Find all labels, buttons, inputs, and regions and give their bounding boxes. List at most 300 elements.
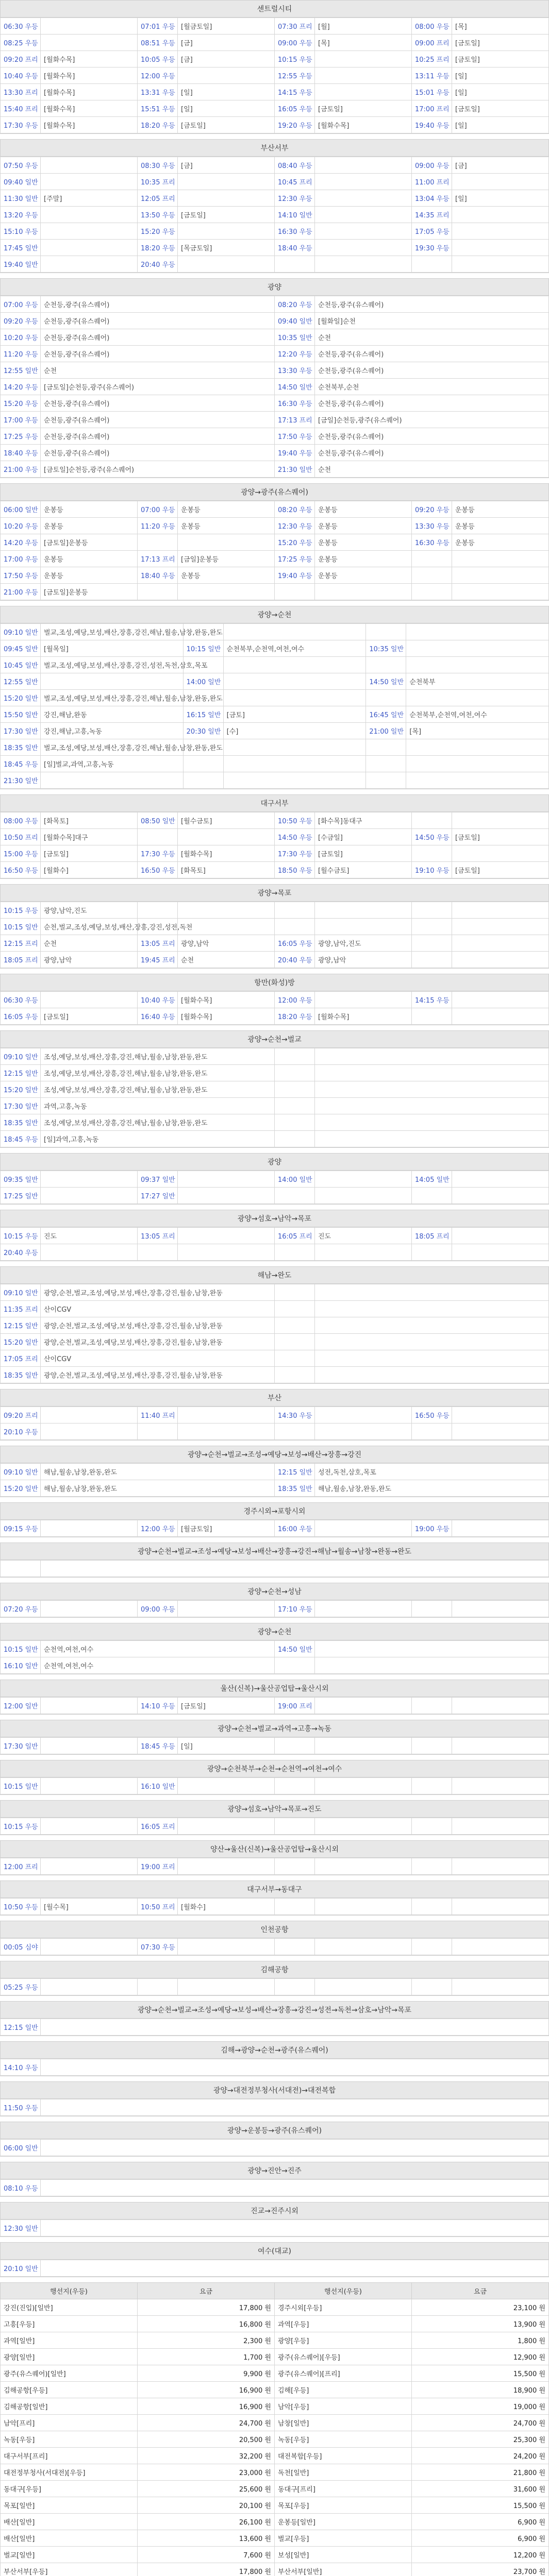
departure-note: 광양,남악	[41, 952, 138, 968]
route-section	[0, 1840, 549, 1875]
departure-time: 13:30 우등	[275, 362, 315, 379]
departure-note: [목]	[452, 18, 549, 35]
departure-note	[41, 2220, 549, 2236]
departure-time: 13:30 프리	[1, 84, 41, 100]
departure-time: 08:25 우등	[1, 35, 41, 51]
departure-note	[452, 1939, 549, 1955]
departure-time: 09:40 일반	[1, 174, 41, 190]
table-row	[1, 640, 549, 657]
table-row	[1, 567, 549, 584]
departure-time	[275, 1114, 315, 1131]
table-row	[1, 428, 549, 445]
departure-note	[315, 84, 412, 100]
departure-note: 해남,월송,남창,완동,완도	[41, 1480, 275, 1497]
departure-time: 19:40 우등	[275, 567, 315, 584]
departure-time: 20:10 일반	[1, 2260, 41, 2277]
departure-note: 산이CGV	[41, 1301, 275, 1317]
table-row	[1, 1657, 549, 1674]
departure-note: [주말]	[41, 190, 138, 207]
route-section-title: 항만(화성)방	[0, 974, 549, 991]
departure-note	[315, 1065, 549, 1081]
departure-time: 06:00 일반	[1, 2140, 41, 2156]
departure-time: 12:15 일반	[275, 1464, 315, 1480]
departure-time: 06:30 우등	[1, 18, 41, 35]
departure-time: 19:00 프리	[138, 1858, 178, 1875]
departure-time	[412, 256, 452, 273]
fare-amount: 17,800 원	[138, 2299, 275, 2316]
departure-time: 18:40 우등	[138, 567, 178, 584]
departure-time: 13:20 우등	[1, 207, 41, 223]
departure-note: [목]	[315, 35, 412, 51]
departure-note: 순천등,광주(유스퀘어)	[315, 445, 549, 461]
departure-time: 10:35 일반	[366, 640, 406, 657]
departure-note: [월화수]	[178, 1899, 275, 1915]
route-section	[0, 1760, 549, 1795]
departure-note	[452, 584, 549, 600]
departure-note	[315, 1131, 549, 1147]
departure-note: 순천	[178, 952, 275, 968]
departure-note	[41, 2180, 549, 2196]
departure-note: 운봉등	[315, 518, 412, 534]
fare-destination: 목포[일반]	[1, 2497, 138, 2514]
departure-time: 09:00 우등	[275, 35, 315, 51]
departure-time: 09:10 일반	[1, 1464, 41, 1480]
departure-time: 10:15 우등	[1, 902, 41, 919]
departure-note	[315, 1350, 549, 1367]
departure-time	[412, 812, 452, 829]
departure-note	[315, 1188, 412, 1204]
departure-time: 19:40 우등	[275, 445, 315, 461]
departure-note	[406, 640, 549, 657]
departure-time: 15:20 일반	[1, 1334, 41, 1350]
departure-note	[223, 624, 366, 640]
departure-note	[178, 67, 275, 84]
departure-time	[275, 1048, 315, 1065]
departure-note: 조성,예당,보성,배산,장흥,강진,해남,월송,남창,완동,완도	[41, 1114, 275, 1131]
fare-amount: 1,800 원	[412, 2332, 549, 2349]
departure-time: 17:30 일반	[1, 1098, 41, 1114]
departure-note: [월화수목]	[41, 67, 138, 84]
departure-note	[452, 1423, 549, 1440]
departure-note: 해남,월송,남창,완동,완도	[41, 1464, 275, 1480]
departure-note: [금토일]운봉등	[41, 584, 138, 600]
departure-note	[41, 1698, 138, 1714]
departure-time: 20:40 우등	[275, 952, 315, 968]
departure-time: 11:30 일반	[1, 190, 41, 207]
departure-note: 강진,해남,완동	[41, 706, 184, 723]
departure-note	[452, 1601, 549, 1617]
fare-amount: 15,500 원	[412, 2365, 549, 2382]
route-section	[0, 1210, 549, 1261]
departure-note: [일]	[178, 100, 275, 117]
route-section	[0, 884, 549, 969]
departure-note	[41, 992, 138, 1008]
departure-time: 14:00 일반	[275, 1171, 315, 1188]
departure-note: [금토일]	[315, 845, 412, 862]
departure-time: 08:00 우등	[1, 812, 41, 829]
table-row	[1, 829, 549, 845]
departure-note	[223, 657, 366, 673]
departure-note	[41, 2019, 549, 2036]
departure-note	[315, 190, 412, 207]
departure-note	[41, 1244, 138, 1261]
departure-note	[315, 902, 412, 919]
route-section	[0, 483, 549, 601]
departure-time	[412, 1601, 452, 1617]
route-section-title: 부산서부	[0, 139, 549, 157]
table-row	[1, 1114, 549, 1131]
fare-amount: 12,200 원	[412, 2547, 549, 2563]
departure-time	[275, 1858, 315, 1875]
departure-time: 16:50 우등	[1, 862, 41, 878]
departure-time: 11:20 우등	[138, 518, 178, 534]
departure-time: 10:35 일반	[275, 329, 315, 346]
departure-note	[41, 1407, 138, 1423]
departure-note: [월화수목]	[41, 100, 138, 117]
route-section-title: 광양	[0, 278, 549, 296]
route-section-title: 광양	[0, 1153, 549, 1171]
departure-note	[41, 1188, 138, 1204]
table-row	[1, 174, 549, 190]
departure-note: [월금토일]	[178, 1520, 275, 1537]
table-row	[1, 862, 549, 878]
fare-destination: 동대구[프리]	[275, 2481, 412, 2497]
departure-note: [일]	[178, 1738, 275, 1754]
departure-time: 15:51 우등	[138, 100, 178, 117]
departure-note: [월목일]	[41, 640, 184, 657]
departure-time	[412, 919, 452, 935]
departure-time: 08:30 우등	[138, 157, 178, 174]
table-row	[1, 706, 549, 723]
departure-note	[178, 1244, 275, 1261]
departure-grid	[0, 991, 549, 1025]
departure-grid	[0, 296, 549, 478]
departure-time: 10:15 일반	[1, 1778, 41, 1794]
departure-note	[178, 1171, 275, 1188]
departure-time: 10:15 일반	[1, 919, 41, 935]
departure-grid	[0, 1737, 549, 1754]
departure-note: 운봉등	[452, 501, 549, 518]
departure-time: 16:10 일반	[138, 1778, 178, 1794]
departure-time	[412, 1939, 452, 1955]
table-row	[1, 2481, 549, 2497]
table-row	[1, 812, 549, 829]
departure-time: 09:20 프리	[1, 51, 41, 67]
departure-note: [월화수]	[41, 862, 138, 878]
departure-time: 12:30 일반	[1, 2220, 41, 2236]
departure-time	[275, 1065, 315, 1081]
departure-grid	[0, 1520, 549, 1537]
departure-note	[41, 223, 138, 240]
departure-time: 15:20 일반	[1, 1081, 41, 1098]
departure-time: 17:50 우등	[275, 428, 315, 445]
departure-note: [수]	[223, 723, 366, 739]
departure-note	[178, 190, 275, 207]
departure-note	[406, 657, 549, 673]
table-row	[1, 84, 549, 100]
departure-time	[412, 1818, 452, 1835]
departure-note	[452, 919, 549, 935]
departure-note: [월수금토]	[315, 862, 412, 878]
departure-note: 조성,예당,보성,배산,장흥,강진,해남,월송,남창,완동,완도	[41, 1048, 275, 1065]
fare-destination: 독천[일반]	[275, 2464, 412, 2481]
departure-time: 09:10 일반	[1, 624, 41, 640]
departure-note: 운봉등	[178, 501, 275, 518]
route-section	[0, 1921, 549, 1956]
departure-note	[452, 935, 549, 952]
departure-note: [월화수목]	[315, 117, 412, 133]
departure-note	[178, 1228, 275, 1244]
departure-time: 13:04 우등	[412, 190, 452, 207]
departure-note	[452, 1818, 549, 1835]
fare-destination: 목포[우등]	[275, 2497, 412, 2514]
departure-note: [금토일]	[452, 862, 549, 878]
departure-time: 10:40 우등	[1, 67, 41, 84]
table-row	[1, 673, 549, 690]
departure-time: 07:01 우등	[138, 18, 178, 35]
departure-time: 13:05 프리	[138, 1228, 178, 1244]
table-row	[1, 1244, 549, 1261]
table-row	[1, 551, 549, 567]
departure-note	[41, 1979, 138, 1995]
departure-note	[315, 1601, 412, 1617]
departure-note	[315, 1367, 549, 1383]
departure-note	[178, 1778, 275, 1794]
table-row	[1, 1228, 549, 1244]
table-row	[1, 1301, 549, 1317]
departure-time	[412, 584, 452, 600]
departure-note	[178, 1858, 275, 1875]
departure-time: 16:50 우등	[138, 862, 178, 878]
departure-time: 14:10 우등	[1, 2059, 41, 2076]
table-row	[1, 240, 549, 256]
table-row	[1, 100, 549, 117]
fare-column-header: 행선지(우등)	[275, 2283, 412, 2299]
departure-time: 07:30 프리	[275, 18, 315, 35]
departure-time	[366, 739, 406, 756]
table-row	[1, 2448, 549, 2464]
departure-note: 광양,순천,벌교,조성,예당,보성,배산,장흥,강진,월송,남창,완동	[41, 1284, 275, 1301]
table-row	[1, 2260, 549, 2277]
departure-time: 14:20 우등	[1, 534, 41, 551]
departure-time: 10:15 우등	[1, 1228, 41, 1244]
route-section	[0, 1623, 549, 1674]
departure-time: 14:50 일반	[275, 379, 315, 395]
departure-time: 14:15 우등	[412, 992, 452, 1008]
departure-time	[412, 1244, 452, 1261]
fare-destination: 광양[우등]	[275, 2332, 412, 2349]
departure-note	[315, 1301, 549, 1317]
departure-grid	[0, 1818, 549, 1835]
departure-note	[315, 223, 412, 240]
route-section-title: 광양→순천→벌교	[0, 1030, 549, 1048]
departure-time: 17:00 우등	[1, 551, 41, 567]
departure-grid	[0, 2219, 549, 2236]
departure-time: 10:15 일반	[183, 640, 223, 657]
departure-note: [금토일]	[452, 51, 549, 67]
departure-note: 순천역,여천,여수	[41, 1657, 275, 1674]
table-row	[1, 902, 549, 919]
departure-note	[178, 902, 275, 919]
departure-note: 순천등,광주(유스퀘어)	[41, 296, 275, 313]
departure-note	[452, 1407, 549, 1423]
departure-time: 16:05 프리	[138, 1818, 178, 1835]
departure-note	[452, 845, 549, 862]
departure-time: 17:45 일반	[1, 240, 41, 256]
route-section	[0, 2202, 549, 2237]
departure-note: [월화수목]	[315, 1008, 412, 1025]
route-section	[0, 1720, 549, 1755]
departure-time	[138, 534, 178, 551]
departure-time	[412, 1188, 452, 1204]
table-row	[1, 2316, 549, 2332]
table-row	[1, 2497, 549, 2514]
departure-time: 15:01 우등	[412, 84, 452, 100]
departure-note: [금토일]	[315, 100, 412, 117]
departure-time	[275, 584, 315, 600]
departure-note: [월화일]순천	[315, 313, 549, 329]
departure-note	[41, 207, 138, 223]
route-section-title: 김해공항	[0, 1961, 549, 1978]
departure-note	[41, 1423, 138, 1440]
departure-time	[366, 624, 406, 640]
departure-note: [금토일]	[178, 207, 275, 223]
table-row	[1, 1188, 549, 1204]
departure-time: 11:20 우등	[1, 346, 41, 362]
departure-time: 20:40 우등	[1, 1244, 41, 1261]
route-section-title: 여수(대교)	[0, 2242, 549, 2260]
route-section-title: 경주시외→포항시외	[0, 1502, 549, 1520]
departure-note: [월수금토]	[178, 812, 275, 829]
departure-time: 13:05 프리	[138, 935, 178, 952]
table-row	[1, 461, 549, 478]
departure-time	[412, 1858, 452, 1875]
departure-note	[178, 1601, 275, 1617]
route-section	[0, 2001, 549, 2036]
departure-time: 18:40 우등	[1, 445, 41, 461]
departure-time	[275, 1317, 315, 1334]
fare-destination: 과역[일반]	[1, 2332, 138, 2349]
departure-note: 순천등,광주(유스퀘어)	[41, 412, 275, 428]
departure-note: [월금토일]	[178, 18, 275, 35]
departure-note	[41, 1601, 138, 1617]
departure-note	[315, 1423, 412, 1440]
departure-grid	[0, 1406, 549, 1440]
departure-note	[315, 240, 412, 256]
departure-time	[412, 935, 452, 952]
departure-note	[41, 1520, 138, 1537]
departure-time: 08:50 일반	[138, 812, 178, 829]
route-section-title: 광양→대전정부청사(서대전)→대전복합	[0, 2081, 549, 2099]
departure-note: [일]	[452, 84, 549, 100]
departure-note: [화수목]동대구	[315, 812, 412, 829]
departure-note: 순천등,광주(유스퀘어)	[41, 329, 275, 346]
departure-note: [금토일]순천등,광주(유스퀘어)	[41, 461, 275, 478]
table-row	[1, 1350, 549, 1367]
departure-time	[275, 902, 315, 919]
fare-destination: 고흥[우등]	[1, 2316, 138, 2332]
departure-time: 19:00 우등	[412, 1520, 452, 1537]
departure-note: 운봉등	[41, 501, 138, 518]
departure-note	[315, 1048, 549, 1065]
departure-time: 10:40 우등	[138, 992, 178, 1008]
departure-note: 순천	[41, 362, 275, 379]
table-row	[1, 1284, 549, 1301]
route-section	[0, 1030, 549, 1148]
table-row	[1, 1407, 549, 1423]
departure-time	[275, 1188, 315, 1204]
route-section	[0, 794, 549, 879]
table-row	[1, 2180, 549, 2196]
fare-destination: 대전복합[우등]	[275, 2448, 412, 2464]
departure-grid	[0, 1858, 549, 1875]
departure-time: 17:05 우등	[412, 223, 452, 240]
departure-note: 순천	[315, 461, 549, 478]
departure-note: 조성,예당,보성,배산,장흥,강진,해남,월송,남창,완동,완도	[41, 1081, 275, 1098]
departure-note	[452, 812, 549, 829]
fare-amount: 25,600 원	[138, 2481, 275, 2497]
departure-note: 순천등,광주(유스퀘어)	[315, 395, 549, 412]
departure-time: 10:50 우등	[1, 1899, 41, 1915]
departure-time: 11:40 프리	[138, 1407, 178, 1423]
departure-note: 순천역,여천,여수	[41, 1641, 275, 1657]
departure-note: [일]벌교,과역,고흥,녹동	[41, 756, 184, 772]
fare-destination: 벌교[우등]	[275, 2530, 412, 2547]
table-row	[1, 1899, 549, 1915]
departure-time: 09:00 우등	[412, 157, 452, 174]
departure-note	[41, 1778, 138, 1794]
departure-time: 16:15 일반	[183, 706, 223, 723]
departure-note: [금토일]순천등,광주(유스퀘어)	[41, 379, 275, 395]
table-row	[1, 379, 549, 395]
departure-note	[315, 256, 412, 273]
departure-note: 운봉등	[315, 534, 412, 551]
departure-note	[315, 1171, 412, 1188]
departure-note	[315, 174, 412, 190]
fare-amount: 20,100 원	[138, 2497, 275, 2514]
table-row	[1, 395, 549, 412]
departure-time: 17:30 우등	[138, 845, 178, 862]
departure-time: 14:30 우등	[275, 1407, 315, 1423]
departure-time: 17:00 우등	[1, 412, 41, 428]
fare-amount: 7,600 원	[138, 2547, 275, 2563]
departure-grid	[0, 1048, 549, 1147]
departure-grid	[0, 501, 549, 600]
departure-note: [금]	[178, 35, 275, 51]
departure-time	[138, 829, 178, 845]
route-section-title: 광양→목포	[0, 884, 549, 902]
route-section	[0, 1502, 549, 1537]
departure-time: 12:00 우등	[138, 1520, 178, 1537]
fare-destination: 광양[일반]	[1, 2349, 138, 2365]
departure-note: 운봉등	[41, 567, 138, 584]
departure-time: 21:00 우등	[1, 461, 41, 478]
departure-note: 순천,벌교,조성,예당,보성,배산,장흥,강진,성전,독천	[41, 919, 138, 935]
route-section-title: 광양→순천→벌교→조성→예당→보성→배산→장흥→강진	[0, 1446, 549, 1463]
fare-destination: 배산[일반]	[1, 2514, 138, 2530]
departure-grid	[0, 1171, 549, 1204]
departure-grid	[0, 2059, 549, 2076]
departure-time: 16:05 프리	[275, 1228, 315, 1244]
departure-time: 10:45 일반	[1, 657, 41, 673]
departure-time: 21:00 우등	[1, 584, 41, 600]
departure-note	[315, 1698, 412, 1714]
departure-time: 18:45 우등	[1, 1131, 41, 1147]
departure-time: 18:35 일반	[1, 739, 41, 756]
departure-time: 14:05 일반	[412, 1171, 452, 1188]
departure-time: 08:40 우등	[275, 157, 315, 174]
departure-time: 17:30 우등	[1, 117, 41, 133]
